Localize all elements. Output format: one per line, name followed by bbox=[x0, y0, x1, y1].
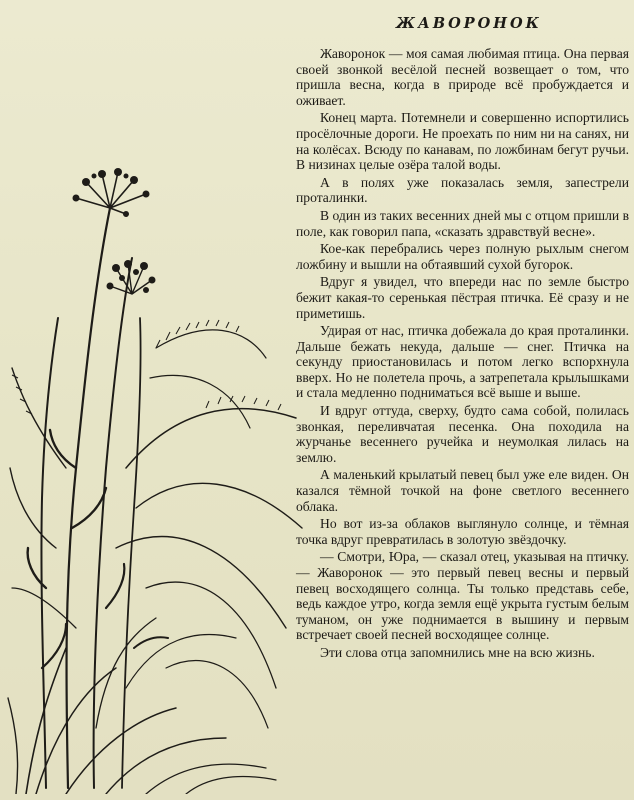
grass-and-plants-drawing-icon bbox=[6, 168, 308, 794]
paragraph: А маленький крылатый певец был уже еле виден. Он казался тёмной точкой на фоне светлого весеннего облака. bbox=[296, 467, 629, 514]
paragraph: Конец марта. Потемнели и совершенно испортились просёлочные дороги. Не проехать по ним ни на санях, ни на колёсах. Всюду по канавам, по ложбинам бегут ручьи. В низинах целые озёра талой воды. bbox=[296, 110, 629, 173]
article-body bbox=[296, 46, 629, 663]
paragraph: И вдруг оттуда, сверху, будто сама собой, полилась звонкая, переливчатая песенка. Она походила на журчанье весеннего ручейка и неумолкая лилась на землю. bbox=[296, 403, 629, 465]
paragraph: Жаворонок — моя самая любимая птица. Она первая своей звонкой весёлой песней возвещает о том, что пришла весна, когда в природе всё пробуждается и оживает. bbox=[296, 46, 629, 108]
paragraph: Эти слова отца запомнились мне на всю жизнь. bbox=[320, 644, 595, 660]
paragraph: — Смотри, Юра, — сказал отец, указывая на птичку. — Жаворонок — это первый певец весны и первый певец восходящего солнца. Ты только представь себе, ведь каждое утро, когда земля ещё укрыта густым белым туманом, он уже поднимается в вышину и первым встречает своей песней восходящее солнце. bbox=[296, 549, 629, 643]
paragraph: В один из таких весенних дней мы с отцом пришли в поле, как говорил папа, «сказать здравствуй весне». bbox=[296, 207, 629, 239]
paragraph: А в полях уже показалась земля, запестрели проталинки. bbox=[296, 174, 629, 206]
page-title: ЖАВОРОНОК bbox=[396, 15, 542, 32]
paragraph: Кое-как перебрались через полную рыхлым снегом ложбину и вышли на обтаявший сухой бугорок. bbox=[296, 241, 629, 272]
paragraph: Удирая от нас, птичка добежала до края проталинки. Дальше бежать некуда, дальше — снег. Птичка на секунду приостановилась и потом легко вспорхнула вверх. Но не полетела прочь, а затрепетала крылышками и стала медленно подниматься всё выше и выше. bbox=[296, 323, 629, 401]
paragraph: Вдруг я увидел, что впереди нас по земле быстро бежит какая-то серенькая пёстрая птичка. Её сразу и не приметишь. bbox=[296, 274, 629, 321]
paragraph: Но вот из-за облаков выглянуло солнце, и тёмная точка вдруг превратилась в золотую звёздочку. bbox=[296, 516, 629, 547]
